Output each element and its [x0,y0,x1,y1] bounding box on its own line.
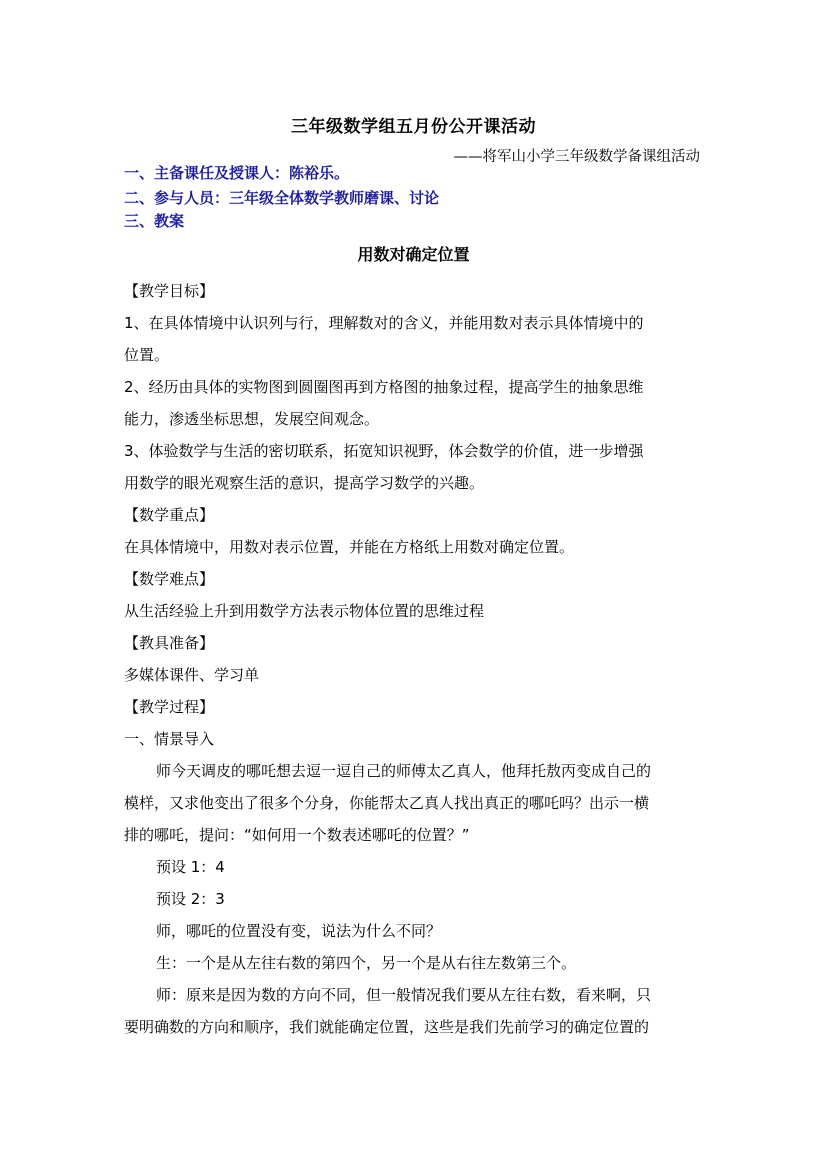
tools-text: 多媒体课件、学习单 [124,666,260,684]
teacher-question: 师，哪吒的位置没有变，说法为什么不同？ [156,922,442,940]
key-point-heading: 【数学重点】 [124,506,215,524]
preset-2: 预设 2：3 [156,890,225,908]
key-point-text: 在具体情境中，用数对表示位置，并能在方格纸上用数对确定位置。 [124,538,575,556]
meta-item-lesson-plan: 三、教案 [124,212,185,230]
preset-1: 预设 1：4 [156,858,225,876]
goal-1-line-2: 位置。 [124,346,170,364]
goal-2-line-2: 能力，渗透坐标思想，发展空间观念。 [124,410,380,428]
goals-heading: 【教学目标】 [124,282,215,300]
meta-item-participants: 二、参与人员：三年级全体数学教师磨课、讨论 [124,189,440,207]
meta-item-presenter: 一、主备课任及授课人：陈裕乐。 [124,164,350,182]
page-title: 三年级数学组五月份公开课活动 [291,117,536,137]
section-intro: 一、情景导入 [124,730,215,748]
paragraph-1-line-2: 模样，又求他变出了很多个分身，你能帮太乙真人找出真正的哪吒吗？出示一横 [124,794,650,812]
paragraph-1-line-3: 排的哪吒，提问：“如何用一个数表述哪吒的位置？” [124,826,470,844]
paragraph-2-line-1: 师：原来是因为数的方向不同，但一般情况我们要从左往右数，看来啊，只 [156,986,652,1004]
goal-1-line-1: 1、在具体情境中认识列与行，理解数对的含义，并能用数对表示具体情境中的 [124,314,644,332]
paragraph-2-line-2: 要明确数的方向和顺序，我们就能确定位置，这些是我们先前学习的确定位置的 [124,1018,650,1036]
goal-3-line-2: 用数学的眼光观察生活的意识，提高学习数学的兴趣。 [124,474,485,492]
goal-3-line-1: 3、体验数学与生活的密切联系，拓宽知识视野，体会数学的价值，进一步增强 [124,442,644,460]
process-heading: 【教学过程】 [124,698,215,716]
page-subtitle: ——将军山小学三年级数学备课组活动 [453,149,700,165]
tools-heading: 【教具准备】 [124,634,215,652]
difficulty-text: 从生活经验上升到用数学方法表示物体位置的思维过程 [124,602,485,620]
lesson-body [124,275,704,1043]
student-answer: 生：一个是从左往右数的第四个，另一个是从右往左数第三个。 [156,954,577,972]
goal-2-line-1: 2、经历由具体的实物图到圆圈图再到方格图的抽象过程，提高学生的抽象思维 [124,378,644,396]
paragraph-1-line-1: 师今天调皮的哪吒想去逗一逗自己的师傅太乙真人，他拜托敖丙变成自己的 [156,762,652,780]
difficulty-heading: 【数学难点】 [124,570,215,588]
lesson-title: 用数对确定位置 [357,245,470,264]
